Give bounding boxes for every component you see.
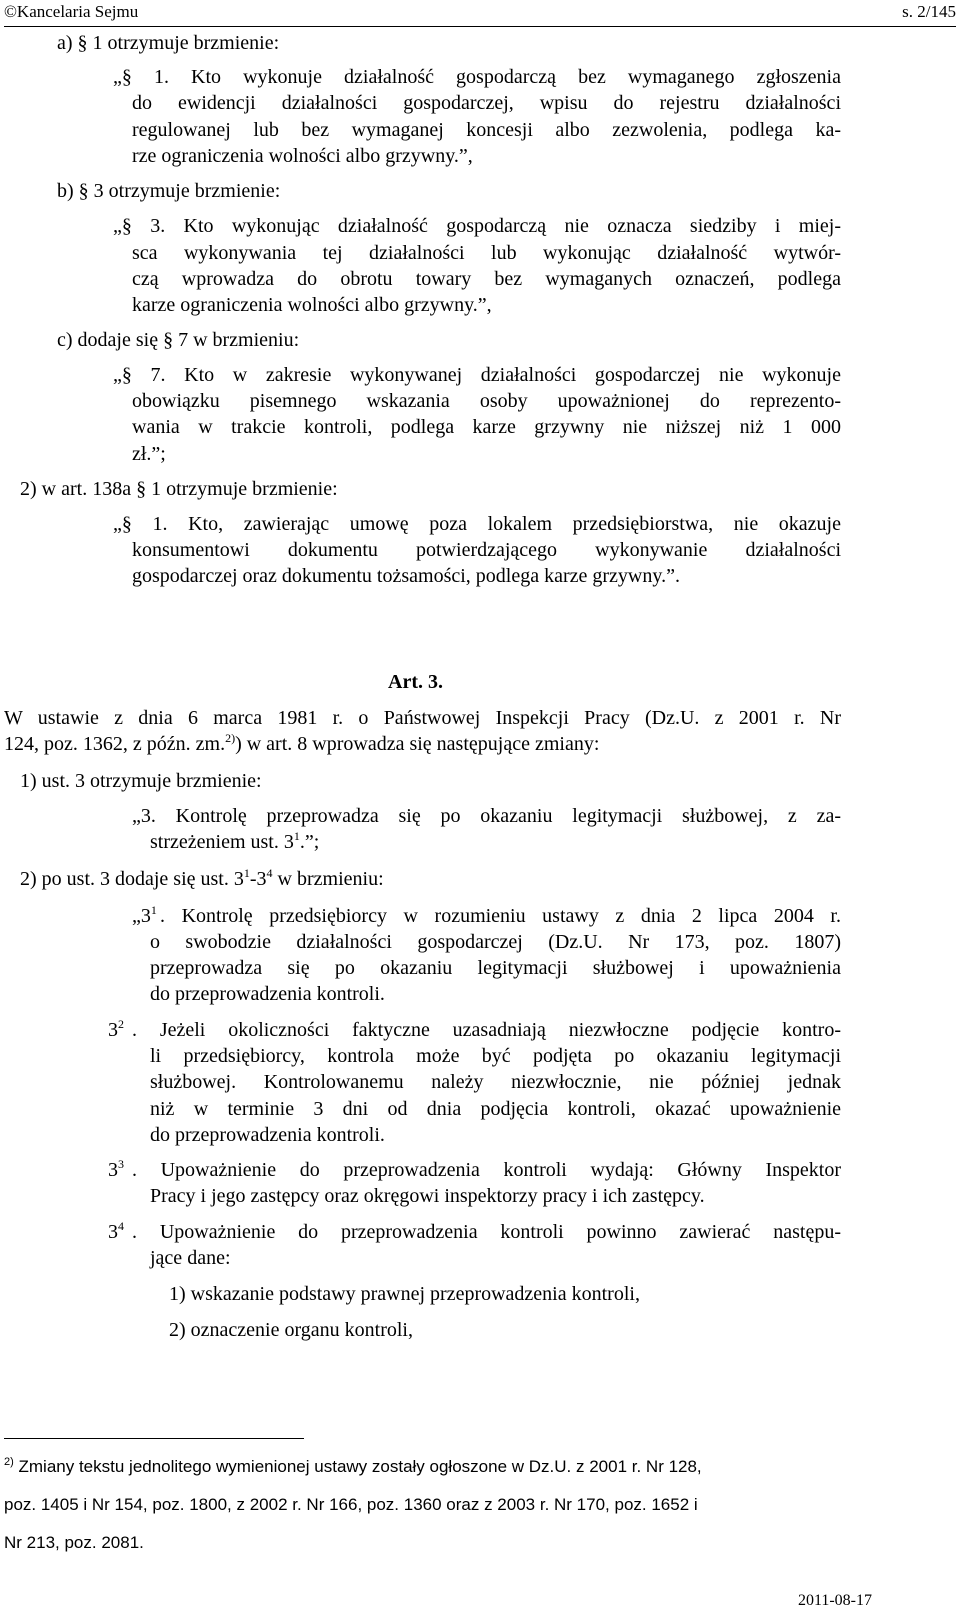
part-a-line-4: rze ograniczenia wolności albo grzywny.”,: [132, 145, 473, 167]
part-b-intro: b) § 3 otrzymuje brzmienie:: [57, 180, 281, 202]
para-3-1-line-2: o swobodzie działalności gospodarczej (Dz.U. Nr 173, poz. 1807): [150, 931, 841, 953]
part-c-intro: c) dodaje się § 7 w brzmieniu:: [57, 329, 300, 351]
para-3-3-line-1: . Upoważnienie do przeprowadzenia kontroli wydają: Główny Inspektor: [132, 1159, 841, 1181]
footnote-line-3: Nr 213, poz. 2081.: [4, 1533, 144, 1552]
article-title: Art. 3.: [388, 671, 443, 693]
page-header: [4, 2, 956, 27]
header-source: ©Kancelaria Sejmu: [4, 2, 139, 21]
art3-intro-line-2: 124, poz. 1362, z późn. zm.$^{2)}$) w art. 8 wprowadza się następujące zmiany:: [4, 731, 600, 755]
part-c-line-2: obowiązku pisemnego wskazania osoby upoważnionej do reprezento-: [132, 390, 841, 412]
part-a-line-2: do ewidencji działalności gospodarczej, wpisu do rejestru działalności: [132, 92, 841, 114]
footnote-separator: [4, 1438, 304, 1439]
para-3-1-line-3: przeprowadza się po okazaniu legitymacji służbowej i upoważnienia: [150, 957, 841, 979]
part-2-line-3: gospodarczej oraz dokumentu tożsamości, podlega karze grzywny.”.: [132, 565, 680, 587]
part-b-line-4: karze ograniczenia wolności albo grzywny.”,: [132, 294, 492, 316]
footnote-line-2: poz. 1405 i Nr 154, poz. 1800, z 2002 r. Nr 166, poz. 1360 oraz z 2003 r. Nr 170, poz. 1652 i: [4, 1495, 698, 1514]
page-number: s. 2/145: [902, 2, 956, 21]
part-b-line-2: sca wykonywania tej działalności lub wykonując działalność wytwór-: [132, 242, 841, 264]
part-2-line-2: konsumentowi dokumentu potwierdzającego wykonywanie działalności: [132, 539, 841, 561]
part-b-line-1: „§ 3. Kto wykonując działalność gospodarczą nie oznacza siedziby i miej-: [113, 215, 841, 237]
part-c-line-1: „§ 7. Kto w zakresie wykonywanej działalności gospodarczej nie wykonuje: [113, 364, 841, 386]
item-1-intro: 1) ust. 3 otrzymuje brzmienie:: [20, 770, 262, 792]
para-3-4-line-1: . Upoważnienie do przeprowadzenia kontroli powinno zawierać następu-: [132, 1221, 841, 1243]
part-a-intro: a) § 1 otrzymuje brzmienie:: [57, 32, 280, 54]
para-3-3-line-2: Pracy i jego zastępcy oraz okręgowi inspektorzy pracy i ich zastępcy.: [150, 1185, 705, 1207]
item-2-intro: 2) po ust. 3 dodaje się ust. $3^1-3^4$ w brzmieniu:: [20, 866, 384, 890]
part-c-line-4: zł.”;: [132, 443, 166, 465]
part-a-line-3: regulowanej lub bez wymaganej koncesji albo zezwolenia, podlega ka-: [132, 119, 841, 141]
para-3-2-line-2: li przedsiębiorcy, kontrola może być podjęta po okazaniu legitymacji: [150, 1045, 841, 1067]
para-3-2-line-5: do przeprowadzenia kontroli.: [150, 1124, 385, 1146]
para-3-2-line-3: służbowej. Kontrolowanemu należy niezwłocznie, nie później jednak: [150, 1071, 841, 1093]
para-3-2-number: $3^2$: [108, 1017, 124, 1041]
para-3-1-line-4: do przeprowadzenia kontroli.: [150, 983, 385, 1005]
para-3-4-line-2: jące dane:: [150, 1247, 231, 1269]
part-c-line-3: wania w trakcie kontroli, podlega karze grzywny nie niższej niż 1 000: [132, 416, 841, 438]
art3-intro-line-1: W ustawie z dnia 6 marca 1981 r. o Państwowej Inspekcji Pracy (Dz.U. z 2001 r. Nr: [4, 707, 841, 729]
para-3-4-item-2: 2) oznaczenie organu kontroli,: [169, 1319, 413, 1341]
document-date: 2011-08-17: [797, 1592, 872, 1609]
para-3-2-line-4: niż w terminie 3 dni od dnia podjęcia kontroli, okazać upoważnienie: [150, 1098, 841, 1120]
para-3-1-line-1: . Kontrolę przedsiębiorcy w rozumieniu ustawy z dnia 2 lipca 2004 r.: [160, 905, 841, 927]
para-3-4-item-1: 1) wskazanie podstawy prawnej przeprowadzenia kontroli,: [169, 1283, 640, 1305]
footnote-line-1: $^{2)}$ Zmiany tekstu jednolitego wymienionej ustawy zostały ogłoszone w Dz.U. z 2001 r. Nr 128,: [4, 1456, 702, 1476]
para-3-3-number: $3^3$: [108, 1157, 124, 1181]
para-3-1-number: $„3^1$: [132, 903, 157, 927]
item-1-line-1: „3. Kontrolę przeprowadza się po okazaniu legitymacji służbowej, z za-: [132, 805, 841, 827]
para-3-2-line-1: . Jeżeli okoliczności faktyczne uzasadniają niezwłoczne podjęcie kontro-: [132, 1019, 841, 1041]
part-a-line-1: „§ 1. Kto wykonuje działalność gospodarczą bez wymaganego zgłoszenia: [113, 66, 841, 88]
item-1-line-2: strzeżeniem ust. $3^1$.”;: [150, 829, 320, 853]
footnote-ref: 2): [225, 731, 236, 745]
para-3-4-number: $3^4$: [108, 1219, 124, 1243]
part-b-line-3: czą wprowadza do obrotu towary bez wymaganych oznaczeń, podlega: [132, 268, 841, 290]
part-2-line-1: „§ 1. Kto, zawierając umowę poza lokalem przedsiębiorstwa, nie okazuje: [113, 513, 841, 535]
part-2-intro: 2) w art. 138a § 1 otrzymuje brzmienie:: [20, 478, 338, 500]
